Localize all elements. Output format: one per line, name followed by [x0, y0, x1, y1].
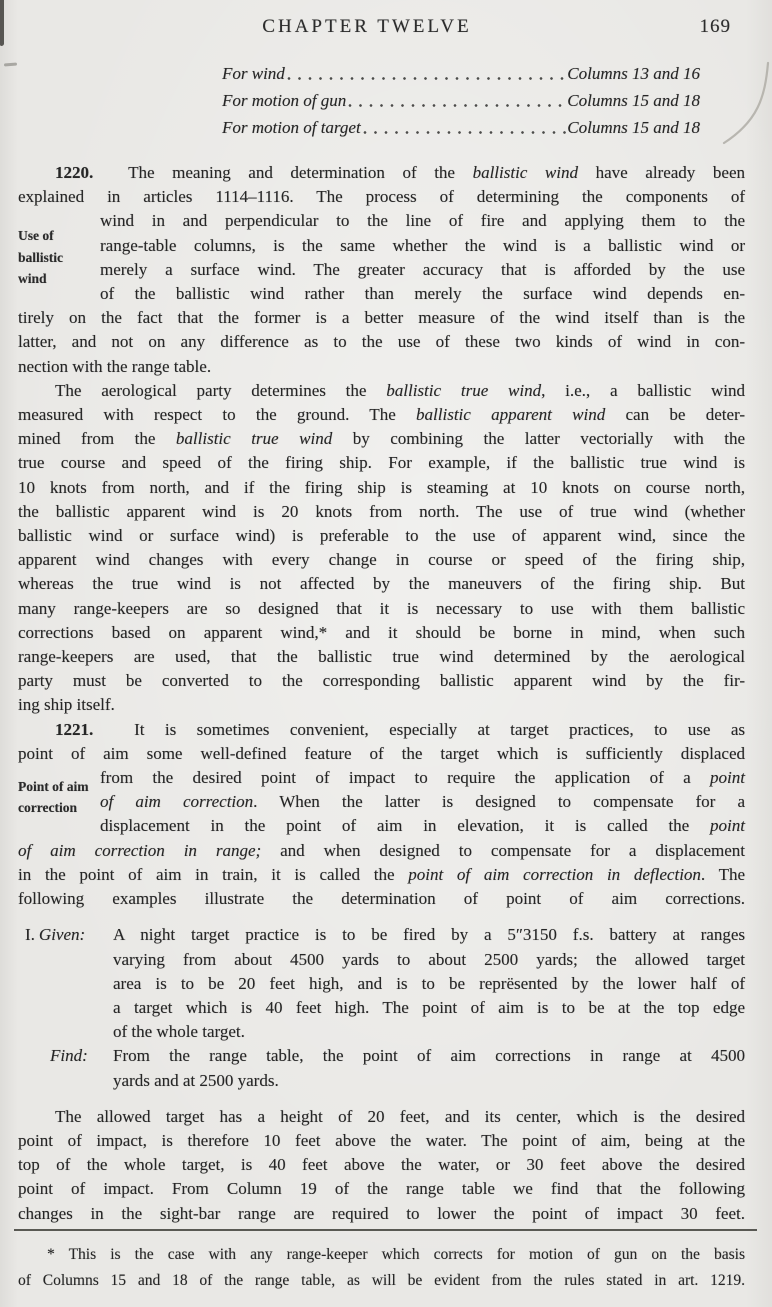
text-line: point of impact, is therefore 10 feet above the water. The point of aim, being at the	[18, 1130, 745, 1150]
paragraph-1220-top-lines	[18, 161, 745, 209]
text-line: changes in the sight-bar range are required to lower the point of impact 30 feet.	[18, 1203, 745, 1223]
text-line: from the desired point of impact to require the application of a point	[100, 768, 745, 788]
leader-value: Columns 15 and 18	[567, 118, 700, 137]
text-line: point of impact. From Column 19 of the range table we find that the following	[18, 1179, 745, 1199]
scan-dash-mark	[4, 63, 17, 67]
paragraph-1221-bottom-lines	[18, 839, 745, 912]
chapter-title: CHAPTER TWELVE	[262, 16, 472, 37]
footnote	[18, 1242, 745, 1294]
paragraph-aerological-lines	[18, 379, 745, 718]
text-line: ballistic	[18, 249, 64, 265]
text-line: explained in articles 1114–1116. The process of determining the components of	[18, 187, 745, 207]
text-line: point of aim some well-defined feature of the target which is sufficiently displaced	[18, 743, 745, 763]
given-label-cell	[18, 923, 113, 1044]
text-line: displacement in the point of aim in elevation, it is called the point	[100, 816, 745, 836]
text-line: The aerological party determines the ballistic true wind, i.e., a ballistic wind	[55, 380, 745, 400]
text-line: latter, and not on any difference as to the use of these two kinds of wind in con-	[18, 332, 745, 352]
text-line: area is to be 20 feet high, and is to be reprësented by the lower half of	[113, 973, 745, 993]
text-line: party must be converted to the corresponding ballistic apparent wind by the fir-	[18, 671, 745, 691]
paragraph-1221-indented-lines	[18, 766, 745, 839]
given-text-lines	[113, 923, 745, 1044]
text-line: tirely on the fact that the former is a better measure of the wind itself than is the	[18, 308, 745, 328]
footnote-rule	[14, 1229, 757, 1231]
text-line: Use of	[18, 228, 54, 243]
paragraph-1221	[18, 718, 745, 912]
text-line: wind	[18, 271, 47, 286]
text-line: of the ballistic wind rather than merely the surface wind depends en-	[100, 284, 745, 304]
scan-curve-mark	[712, 55, 772, 155]
dot-leader	[287, 76, 566, 81]
paragraph-allowed-target-lines	[18, 1105, 745, 1226]
column-reference-list	[222, 60, 700, 141]
text-line: in the point of aim in train, it is called the point of aim correction in deflection. The	[18, 864, 746, 884]
example-problem-1	[18, 923, 745, 1092]
text-line: 1221. It is sometimes convenient, especially at target practices, to use as	[55, 719, 745, 739]
text-line: ballistic wind or surface wind) is preferable to the use of apparent wind, since the	[18, 526, 745, 546]
dot-leader	[363, 130, 567, 135]
text-line: many range-keepers are so designed that it is necessary to use with them ballistic	[18, 598, 745, 618]
scan-edge-mark	[0, 0, 4, 46]
find-row	[18, 1044, 745, 1092]
text-line: true course and speed of the firing ship. For example, if the ballistic true wind is	[18, 453, 745, 473]
text-line: A night target practice is to be fired by a 5″3150 f.s. battery at ranges	[113, 925, 745, 945]
find-text-lines	[113, 1044, 745, 1092]
text-line: merely a surface wind. The greater accuracy that is afforded by the use	[100, 259, 745, 279]
example-numeral: I.	[25, 925, 35, 945]
text-line: mined from the ballistic true wind by combining the latter vectorially with the	[18, 429, 745, 449]
paragraph-1221-top-lines	[18, 718, 745, 766]
page-header	[18, 14, 745, 40]
text-line: range-table columns, is the same whether the wind is a ballistic wind or	[100, 235, 745, 255]
footnote-lines	[18, 1242, 745, 1294]
given-label: Given:	[38, 925, 86, 945]
text-line: of Columns 15 and 18 of the range table, as will be evident from the rules stated in art. 1219.	[18, 1271, 745, 1289]
text-line: * This is the case with any range-keeper which corrects for motion of gun on the basis	[47, 1245, 745, 1263]
text-line: of aim correction in range; and when designed to compensate for a displacement	[18, 840, 746, 860]
text-line: top of the whole target, is 40 feet above the water, or 30 feet above the desired	[18, 1155, 745, 1175]
margin-note-point-of-aim-correction	[18, 776, 108, 819]
dot-leader	[348, 103, 566, 108]
text-line: Point of aim	[18, 778, 89, 794]
text-line: 10 knots from north, and if the firing ship is steaming at 10 knots on course north,	[18, 477, 745, 497]
text-line: correction	[18, 800, 77, 816]
leader-label: For motion of target	[222, 118, 361, 137]
text-line: a target which is 40 feet high. The point of aim is to be at the top edge	[113, 997, 745, 1017]
text-line: corrections based on apparent wind,* and it should be borne in mind, when such	[18, 622, 745, 642]
leader-value: Columns 15 and 18	[567, 91, 700, 110]
text-line: wind in and perpendicular to the line of fire and applying them to the	[100, 211, 745, 231]
text-line: range-keepers are used, that the ballistic true wind determined by the aerological	[18, 647, 745, 667]
text-line: of the whole target.	[113, 1022, 245, 1042]
text-line: From the range table, the point of aim corrections in range at 4500	[113, 1046, 745, 1066]
find-label-cell	[18, 1044, 113, 1092]
leader-label: For motion of gun	[222, 91, 347, 110]
given-row	[18, 923, 745, 1044]
paragraph-aerological-wind	[18, 379, 745, 718]
find-label: Find:	[50, 1046, 88, 1066]
text-line: apparent wind changes with every change in course or speed of the firing ship,	[18, 550, 745, 570]
leader-label: For wind	[222, 64, 285, 83]
paragraph-allowed-target	[18, 1105, 745, 1226]
text-line: nection with the range table.	[18, 356, 212, 376]
text-line: of aim correction. When the latter is designed to compensate for a	[100, 792, 746, 812]
text-line: following examples illustrate the determination of point of aim corrections.	[18, 889, 745, 909]
leader-value: Columns 13 and 16	[567, 64, 700, 83]
margin-note-use-of-ballistic-wind	[18, 225, 108, 290]
text-line: varying from about 4500 yards to about 2500 yards; the allowed target	[113, 949, 745, 969]
text-line: measured with respect to the ground. The ballistic apparent wind can be deter-	[18, 405, 745, 425]
page-number: 169	[699, 16, 731, 37]
paragraph-1220-indented-lines	[18, 209, 745, 306]
leader-row	[222, 114, 700, 141]
text-line: ing ship itself.	[18, 695, 115, 715]
text-line: yards and at 2500 yards.	[113, 1070, 279, 1090]
paragraph-1220	[18, 161, 745, 379]
text-line: 1220. The meaning and determination of the ballistic wind have already been	[55, 163, 745, 182]
leader-row	[222, 60, 700, 87]
text-line: whereas the true wind is not affected by the maneuvers of the firing ship. But	[18, 574, 745, 594]
paragraph-1220-bottom-lines	[18, 306, 745, 379]
text-line: The allowed target has a height of 20 feet, and its center, which is the desired	[55, 1106, 745, 1126]
text-line: the ballistic apparent wind is 20 knots from north. The use of true wind (whether	[18, 501, 745, 521]
leader-row	[222, 87, 700, 114]
